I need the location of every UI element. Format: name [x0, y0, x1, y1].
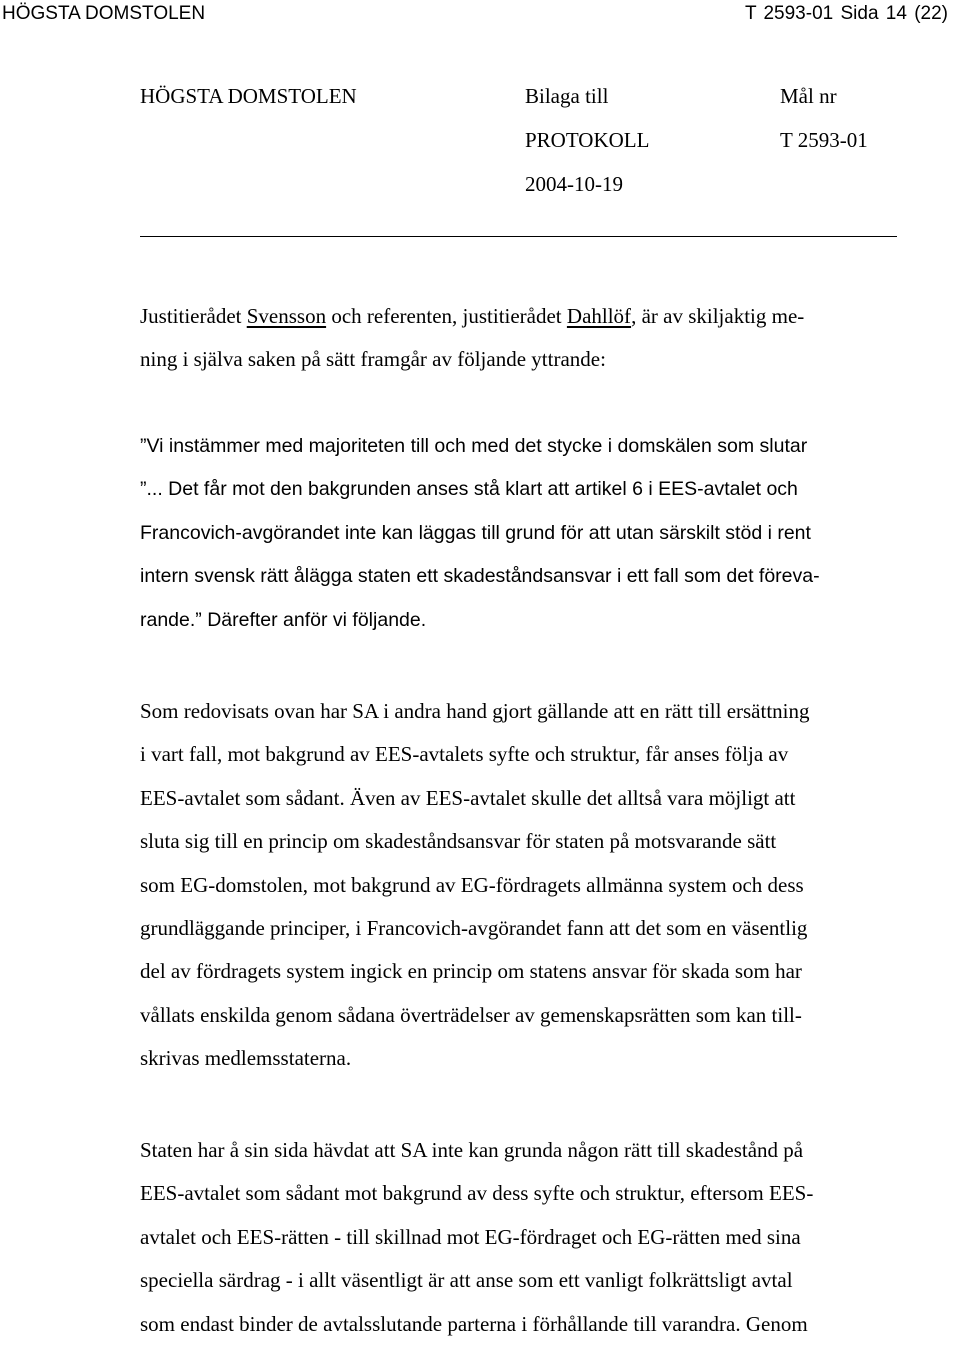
paragraph-line: som endast binder de avtalsslutande parterna i förhållande till varandra. Genom — [140, 1311, 808, 1336]
paragraph-line: sluta sig till en princip om skadeståndsansvar för staten på motsvarande sätt — [140, 829, 777, 854]
paragraph-line: del av fördragets system ingick en princip om statens ansvar för skada som har — [140, 959, 802, 984]
quote-line: intern svensk rätt ålägga staten ett skadeståndsansvar i ett fall som det föreva- — [140, 565, 820, 588]
header-divider — [140, 236, 897, 237]
paragraph-line: Staten har å sin sida hävdat att SA inte kan grunda någon rätt till skadestånd på — [140, 1138, 804, 1162]
body-paragraph-1 — [140, 690, 960, 1081]
header-doc-type-line1: Bilaga till — [525, 84, 609, 108]
paragraph-line: Som redovisats ovan har SA i andra hand gjort gällande att en rätt till ersättning — [140, 699, 810, 723]
quote-line: ”Vi instämmer med majoriteten till och med det stycke i domskälen som slutar — [140, 435, 808, 457]
paragraph-line: EES-avtalet som sådant mot bakgrund av dess syfte och struktur, eftersom EES- — [140, 1181, 814, 1206]
intro-line-1 — [140, 295, 960, 338]
running-header-page-ref: T 2593-01 Sida 14 (22) — [744, 3, 948, 24]
quote-line: Francovich-avgörandet inte kan läggas till grund för att utan särskilt stöd i rent — [140, 521, 811, 544]
quote-line: rande.” Därefter anför vi följande. — [140, 608, 427, 631]
body-paragraph-2 — [140, 1129, 960, 1346]
justice-name-svensson: Svensson — [246, 304, 327, 328]
intro-line-2: ning i själva saken på sätt framgår av följande yttrande: — [140, 347, 606, 372]
paragraph-line: EES-avtalet som sådant. Även av EES-avtalet skulle det alltså vara möjligt att — [140, 785, 796, 810]
header-case-label: Mål nr — [780, 84, 837, 108]
quote-line: ”... Det får mot den bakgrunden anses stå klart att artikel 6 i EES-avtalet och — [140, 478, 798, 501]
running-header — [0, 0, 960, 28]
header-date: 2004-10-19 — [525, 172, 623, 196]
header-doc-type-line2: PROTOKOLL — [525, 128, 650, 152]
intro-paragraph — [140, 295, 960, 382]
intro-text: , är av skiljaktig me- — [631, 304, 805, 328]
paragraph-line: vållats enskilda genom sådana överträdelser av gemenskapsrätten som kan till- — [140, 1002, 802, 1027]
quote-paragraph — [140, 425, 960, 642]
paragraph-line: som EG-domstolen, mot bakgrund av EG-fördragets allmänna system och dess — [140, 872, 804, 897]
intro-text: Justitierådet — [140, 304, 247, 328]
paragraph-line: grundläggande principer, i Francovich-avgörandet fann att det som en väsentlig — [140, 916, 808, 941]
paragraph-line: avtalet och EES-rätten - till skillnad mot EG-fördraget och EG-rätten med sina — [140, 1224, 801, 1249]
header-court-name: HÖGSTA DOMSTOLEN — [140, 84, 357, 108]
paragraph-line: i vart fall, mot bakgrund av EES-avtalets syfte och struktur, får anses följa av — [140, 742, 789, 767]
header-case-number: T 2593-01 — [780, 128, 868, 152]
justice-name-dahllof: Dahllöf — [566, 304, 632, 328]
running-header-court: HÖGSTA DOMSTOLEN — [2, 3, 206, 24]
paragraph-line: skrivas medlemsstaterna. — [140, 1046, 352, 1071]
paragraph-line: speciella särdrag - i allt väsentligt är att anse som ett vanligt folkrättsligt avtal — [140, 1268, 793, 1293]
intro-text: och referenten, justitierådet — [326, 304, 567, 328]
